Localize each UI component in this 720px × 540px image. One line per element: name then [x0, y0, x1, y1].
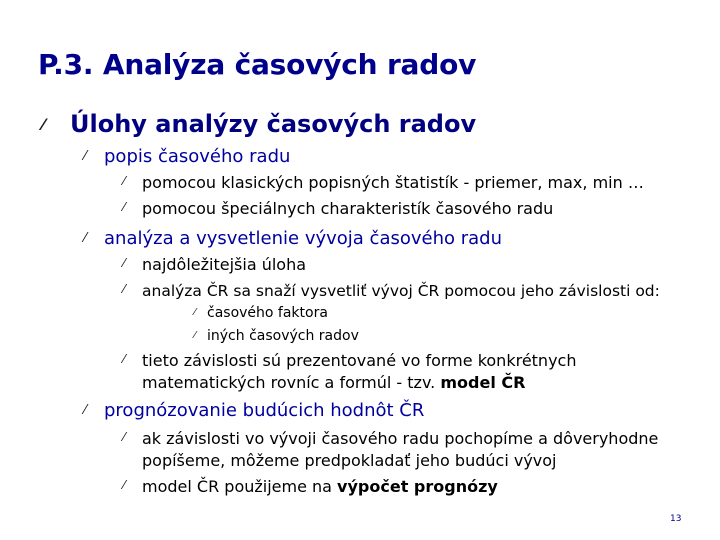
section-popis [84, 146, 290, 167]
list-item [123, 428, 658, 472]
section-label: prognózovanie budúcich hodnôt ČR [104, 400, 425, 421]
bullet-icon: ⁄ [42, 115, 45, 134]
list-item [123, 172, 644, 194]
list-item [123, 350, 576, 394]
list-item-text: pomocou klasických popisných štatistík - priemer, max, min … [142, 173, 644, 192]
page-number: 13 [670, 514, 682, 524]
bullet-icon: ⁄ [123, 478, 126, 492]
section-label: popis časového radu [104, 146, 291, 167]
list-item-text [142, 476, 498, 498]
heading-row [42, 110, 476, 138]
list-item-text: analýza ČR sa snaží vysvetliť vývoj ČR pomocou jeho závislosti od: [142, 282, 660, 300]
section-label: analýza a vysvetlenie vývoja časového radu [104, 228, 502, 249]
bullet-icon: ⁄ [194, 330, 196, 341]
bullet-icon: ⁄ [123, 174, 126, 188]
heading: Úlohy analýzy časových radov [70, 110, 477, 138]
list-item [123, 198, 553, 220]
bullet-icon: ⁄ [194, 307, 196, 318]
text-line: model ČR použijeme na [142, 477, 338, 496]
list-item-text: pomocou špeciálnych charakteristík časového radu [142, 199, 554, 218]
list-item [123, 254, 306, 276]
text-line: ak závislosti vo vývoji časového radu pochopíme a dôveryhodne [142, 429, 659, 448]
model-cr-term: model ČR [440, 373, 526, 392]
slide-title: P.3. Analýza časových radov [38, 48, 477, 81]
list-item [123, 476, 498, 498]
section-analyza [84, 228, 502, 249]
list-item-text [142, 350, 576, 394]
list-item [123, 280, 660, 302]
bullet-icon: ⁄ [84, 231, 87, 246]
bullet-icon: ⁄ [123, 352, 126, 366]
text-line: matematických rovníc a formúl - tzv. [142, 373, 441, 392]
bullet-icon: ⁄ [123, 282, 126, 296]
bullet-icon: ⁄ [123, 200, 126, 214]
sub-list-item [194, 305, 328, 321]
sub-list-item-text: časového faktora [207, 305, 328, 321]
sub-list-item [194, 328, 359, 344]
text-line: popíšeme, môžeme predpokladať jeho budúci vývoj [142, 451, 557, 470]
list-item-text [142, 428, 658, 472]
bullet-icon: ⁄ [84, 403, 87, 418]
section-prognozovanie [84, 400, 424, 421]
bullet-icon: ⁄ [123, 430, 126, 444]
bullet-icon: ⁄ [84, 149, 87, 164]
sub-list-item-text: iných časových radov [207, 328, 359, 344]
bullet-icon: ⁄ [123, 256, 126, 270]
prognosis-term: výpočet prognózy [337, 477, 498, 496]
list-item-text: najdôležitejšia úloha [142, 255, 307, 274]
text-line: tieto závislosti sú prezentované vo forme konkrétnych [142, 351, 577, 370]
